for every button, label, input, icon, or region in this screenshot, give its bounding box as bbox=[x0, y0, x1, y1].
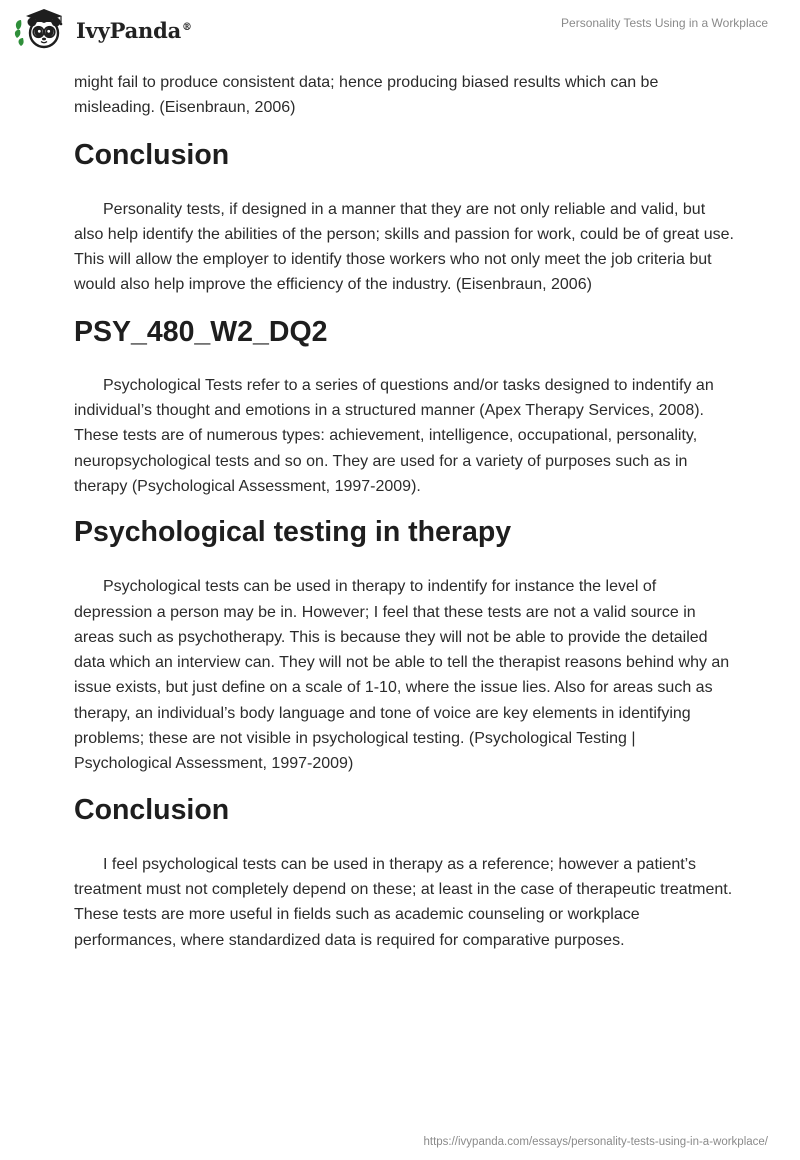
paragraph-psychological-tests: Psychological Tests refer to a series of questions and/or tasks designed to indentify an individual’s thought and emotions in a structured manner (Apex Therapy Services, 2008). These tests are of numerous types: achievement, intelligence, occupational, personality, neuropsychological tests and so on. They are used for a variety of purposes such as in therapy (Psychological Assessment, 1997-2009). bbox=[74, 376, 714, 495]
heading-psychological-testing-in-therapy: Psychological testing in therapy bbox=[74, 516, 512, 549]
heading-conclusion-2: Conclusion bbox=[74, 793, 230, 826]
paragraph-testing-in-therapy: Psychological tests can be used in therapy to indentify for instance the level of depression a person may be in. However; I feel that these tests are not a valid source in areas such as psychotherapy. This is because they will not be able to provide the detailed data which an interview can. They will not be able to tell the therapist reasons behind why an issue exists, but just define on a scale of 1-10, where the issue lies. Also for areas such as therapy, an individual’s body language and tone of voice are key elements in identifying problems; these are not visible in psychological testing. (Psychological Testing | Psychological Assessment, 1997-2009) bbox=[74, 578, 730, 773]
registered-mark: ® bbox=[182, 21, 192, 33]
document-title: Personality Tests Using in a Workplace bbox=[561, 16, 768, 30]
panda-graduation-cap-icon bbox=[14, 8, 70, 50]
source-url[interactable]: https://ivypanda.com/essays/personality-tests-using-in-a-workplace/ bbox=[423, 1136, 768, 1148]
page-header bbox=[0, 0, 800, 56]
paragraph-conclusion-2: I feel psychological tests can be used in therapy as a reference; however a patient’s treatment must not completely depend on these; at least in the case of therapeutic treatment. These tests are more useful in fields such as academic counseling or workplace performances, where standardized data is required for comparative purposes. bbox=[74, 855, 733, 949]
heading-psy-480-w2-dq2: PSY_480_W2_DQ2 bbox=[74, 315, 328, 348]
paragraph-intro-continuation: might fail to produce consistent data; hence producing biased results which can be misleading. (Eisenbraun, 2006) bbox=[74, 74, 659, 117]
essay-content bbox=[74, 70, 734, 953]
heading-conclusion-1: Conclusion bbox=[74, 138, 230, 171]
paragraph-conclusion-1: Personality tests, if designed in a manner that they are not only reliable and valid, but also help identify the abilities of the person; skills and passion for work, could be of great use. This will allow the employer to identify those workers who not only meet the job criteria but would also help improve the efficiency of the industry. (Eisenbraun, 2006) bbox=[74, 200, 734, 294]
ivypanda-logo[interactable] bbox=[14, 8, 192, 50]
brand-name: IvyPanda® bbox=[76, 17, 192, 43]
